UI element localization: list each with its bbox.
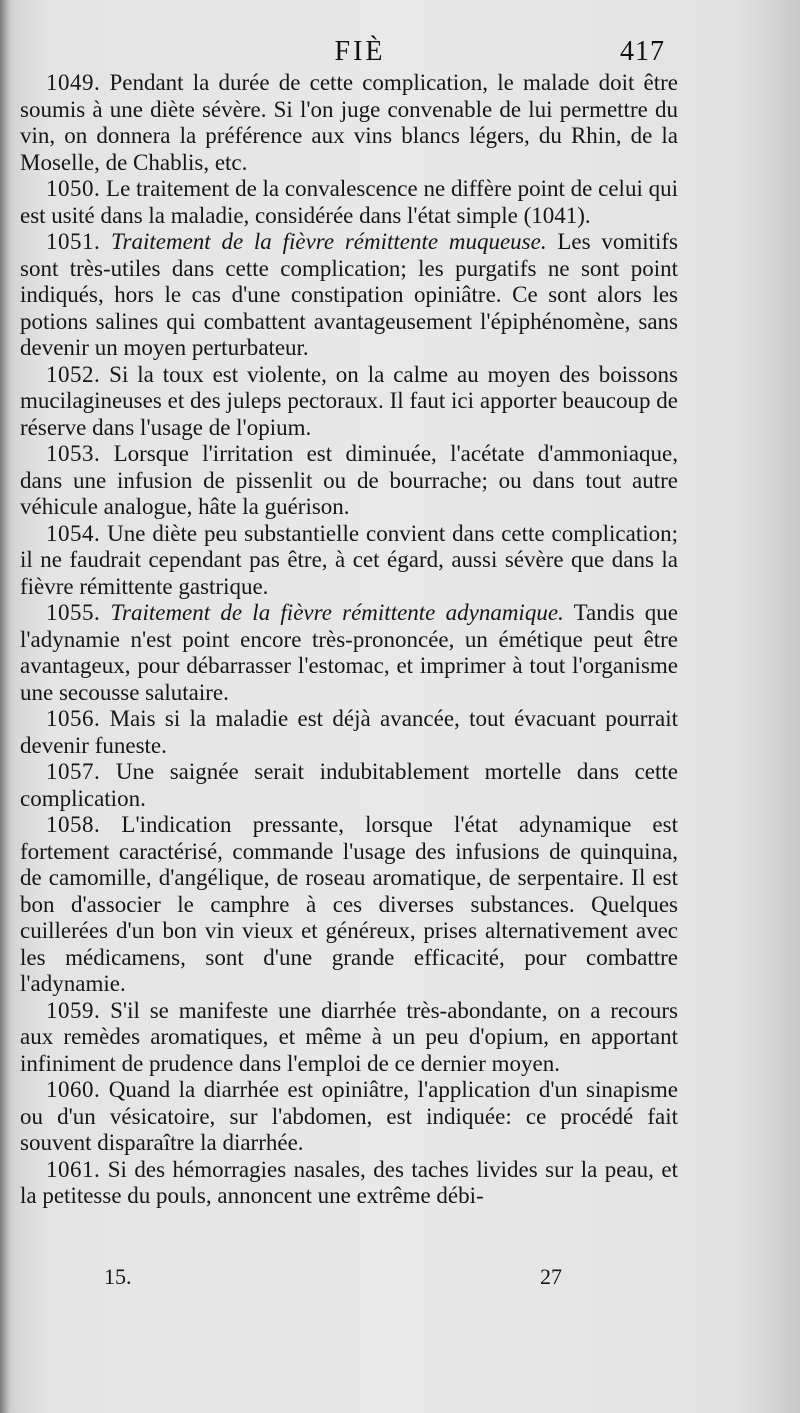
paragraph-1053	[20, 441, 678, 521]
paragraph-text: Tandis que l'adynamie n'est point encore très-prononcée, un émétique peut être avantageux, pour débarrasser l'estomac, et imprimer à tout l'organisme une secousse salutaire.	[20, 600, 679, 705]
paragraph-number: 1058.	[46, 812, 101, 837]
paragraph-number: 1050.	[46, 176, 101, 201]
paragraph-1056	[20, 706, 678, 759]
paragraph-number: 1054.	[46, 520, 101, 546]
paragraph-number: 1056.	[46, 706, 101, 731]
paragraph-number: 1049.	[46, 70, 101, 95]
paragraph-1054	[20, 521, 678, 601]
paragraph-title: Traitement de la fièvre rémittente muqueuse.	[111, 229, 547, 254]
paragraph-1051	[20, 229, 678, 362]
paragraph-1050	[20, 176, 678, 229]
paragraph-1059	[20, 998, 678, 1078]
paragraph-number: 1061.	[46, 1156, 101, 1182]
paragraph-text: Mais si la maladie est déjà avancée, tout évacuant pourrait devenir funeste.	[20, 706, 679, 758]
paragraph-text: Quand la diarrhée est opiniâtre, l'application d'un sinapisme ou d'un vésicatoire, sur l'abdomen, est indiquée: ce procédé fait souvent disparaître la diarrhée.	[20, 1077, 678, 1155]
paragraph-1052	[20, 362, 678, 442]
paragraph-text: L'indication pressante, lorsque l'état adynamique est fortement caractérisé, commande l'usage des infusions de quinquina, de camomille, d'angélique, de roseau aromatique, de serpentaire. Il est bon d'associer le camphre à ces diverses substances. Quelques cuillerées d'un bon vin vieux et généreux, prises alternativement avec les médicamens, sont d'une grande efficacité, pour combattre l'adynamie.	[20, 812, 678, 996]
running-title: FIÈ	[334, 36, 386, 67]
running-head	[0, 36, 800, 68]
paragraph-number: 1059.	[46, 997, 101, 1023]
body-text	[20, 70, 678, 1210]
paragraph-text: Pendant la durée de cette complication, le malade doit être soumis à une diète sévère. Si l'on juge convenable de lui permettre du vin, on donnera la préférence aux vins blancs légers, du Rhin, de la Moselle, de Chablis, etc.	[20, 70, 679, 175]
paragraph-number: 1052.	[46, 361, 101, 387]
paragraph-text: Les vomitifs sont très-utiles dans cette complication; les purgatifs ne sont point indiqués, hors le cas d'une constipation opiniâtre. Ce sont alors les potions salines qui combattent avantageusement l'épiphénomène, sans devenir un moyen perturbateur.	[20, 229, 679, 360]
paragraph-text: Une saignée serait indubitablement mortelle dans cette complication.	[20, 759, 679, 811]
paragraph-text: S'il se manifeste une diarrhée très-abondante, on a recours aux remèdes aromatiques, et même à un peu d'opium, en apportant infiniment de prudence dans l'emploi de ce dernier moyen.	[20, 997, 679, 1076]
paragraph-text: Lorsque l'irritation est diminuée, l'acétate d'ammoniaque, dans une infusion de pissenlit ou de bourrache; ou dans tout autre véhicule analogue, hâte la guérison.	[20, 441, 678, 519]
signature-mark: 15.	[104, 1264, 132, 1289]
paragraph-1060	[20, 1077, 678, 1157]
page-footer	[0, 1264, 800, 1294]
paragraph-text: Si la toux est violente, on la calme au moyen des boissons mucilagineuses et des juleps pectoraux. Il faut ici apporter beaucoup de réserve dans l'usage de l'opium.	[20, 361, 678, 440]
paragraph-title: Traitement de la fièvre rémittente adynamique.	[110, 600, 564, 625]
paragraph-text: Le traitement de la convalescence ne diffère point de celui qui est usité dans la maladie, considérée dans l'état simple (1041).	[20, 176, 678, 228]
paragraph-1057	[20, 759, 678, 812]
paragraph-number: 1053.	[46, 441, 101, 466]
catchword: 27	[540, 1264, 562, 1289]
paragraph-1055	[20, 600, 678, 706]
paragraph-1061	[20, 1157, 678, 1210]
paragraph-1049	[20, 70, 678, 176]
paragraph-number: 1057.	[46, 759, 101, 784]
paragraph-number: 1051.	[46, 229, 101, 254]
paragraph-number: 1060.	[46, 1077, 101, 1102]
paragraph-number: 1055.	[46, 600, 101, 625]
paragraph-1058	[20, 812, 678, 998]
paragraph-text: Une diète peu substantielle convient dans cette complication; il ne faudrait cependant pas être, à cet égard, aussi sévère que dans la fièvre rémittente gastrique.	[20, 520, 679, 599]
paragraph-text: Si des hémorragies nasales, des taches livides sur la peau, et la petitesse du pouls, annoncent une extrême débi-	[20, 1156, 678, 1208]
gutter-shadow	[0, 0, 10, 1413]
page-number: 417	[620, 36, 665, 67]
